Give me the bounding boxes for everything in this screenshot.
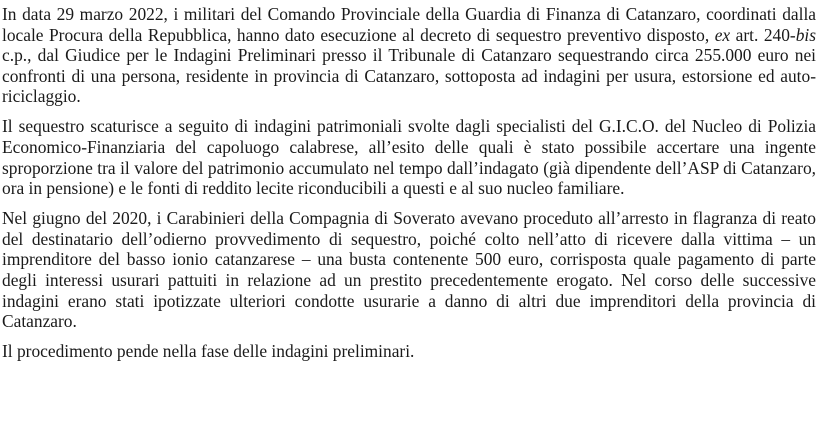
paragraph-investigation: Il sequestro scaturisce a seguito di indagini patrimoniali svolte dagli specialisti del G.I.C.O. del Nucleo di Polizia Economico-Finanziaria del capoluogo calabrese, all’esito delle quali è stato possibile accertare una ingente sproporzione tra il valore del patrimonio accumulato nel tempo dall’indagato (già dipendente dell’ASP di Catanzaro, ora in pensione) e le fonti di reddito lecite riconducibili a questi e al suo nucleo familiare. [2,116,816,199]
document-body [2,4,816,362]
paragraph-arrest: Nel giugno del 2020, i Carabinieri della Compagnia di Soverato avevano proceduto all’arresto in flagranza di reato del destinatario dell’odierno provvedimento di sequestro, poiché colto nell’atto di ricevere dalla vittima – un imprenditore del basso ionio catanzarese – una busta contenente 500 euro, corrisposta quale pagamento di parte degli interessi usurari pattuiti in relazione ad un prestito precedentemente erogato. Nel corso delle successive indagini erano stati ipotizzate ulteriori condotte usurarie a danno di altri due imprenditori della provincia di Catanzaro. [2,208,816,332]
paragraph-1-text-a: In data 29 marzo 2022, i militari del Comando Provinciale della Guardia di Finanza di Catanzaro, coordinati dalla locale Procura della Repubblica, hanno dato esecuzione al decreto di sequestro preventivo disposto, [2,4,816,45]
paragraph-1-text-b: art. 240- [730,24,796,45]
article-suffix-bis: bis [795,24,817,45]
latin-term-ex: ex [714,24,731,45]
paragraph-proceedings-status: Il procedimento pende nella fase delle indagini preliminari. [2,341,415,362]
paragraph-1-text-c: c.p., dal Giudice per le Indagini Preliminari presso il Tribunale di Catanzaro sequestrando circa 255.000 euro nei confronti di una persona, residente in provincia di Catanzaro, sottoposta ad indagini per usura, estorsione ed auto-riciclaggio. [2,45,816,107]
paragraph-seizure-announcement [2,4,816,107]
